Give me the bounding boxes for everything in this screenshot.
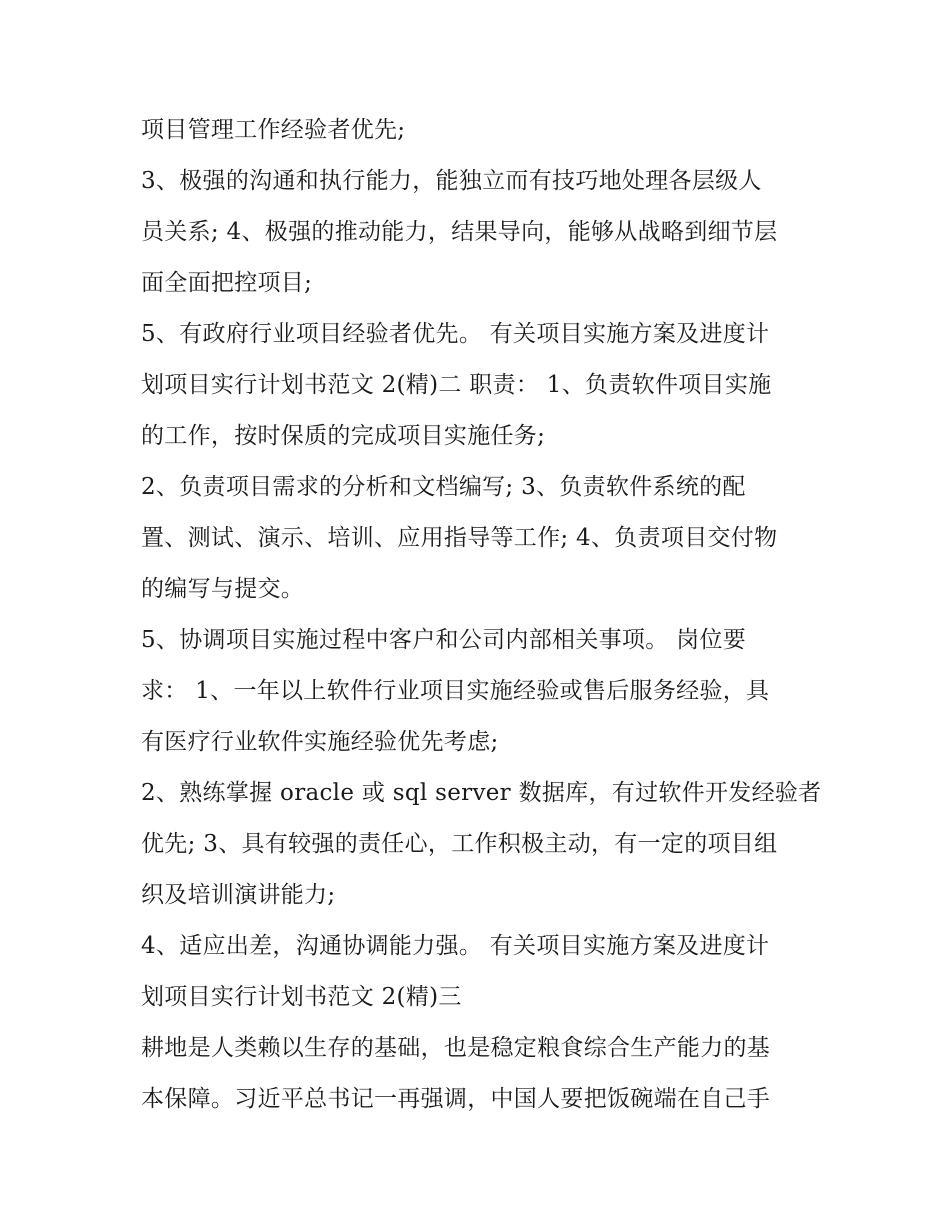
text-line: 2、负责项目需求的分析和文档编写; 3、负责软件系统的配 (141, 474, 746, 500)
text-line: 4、适应出差，沟通协调能力强。 有关项目实施方案及进度计 (141, 933, 770, 959)
text-line: 优先; 3、具有较强的责任心，工作积极主动，有一定的项目组 (141, 831, 778, 857)
text-line: 划项目实行计划书范文 2(精)三 (141, 984, 462, 1010)
text-line: 有医疗行业软件实施经验优先考虑; (141, 729, 499, 755)
text-line: 划项目实行计划书范文 2(精)二 职责： 1、负责软件项目实施 (141, 372, 772, 398)
document-body (141, 108, 821, 1128)
text-line: 的工作，按时保质的完成项目实施任务; (141, 423, 546, 449)
text-line: 织及培训演讲能力; (141, 882, 336, 908)
text-line: 3、极强的沟通和执行能力，能独立而有技巧地处理各层级人 (141, 168, 762, 194)
text-line: 的编写与提交。 (141, 576, 305, 602)
text-line: 求： 1、一年以上软件行业项目实施经验或售后服务经验，具 (141, 678, 770, 704)
text-line: 耕地是人类赖以生存的基础，也是稳定粮食综合生产能力的基 (141, 1035, 771, 1061)
text-line: 置、测试、演示、培训、应用指导等工作; 4、负责项目交付物 (141, 525, 778, 551)
text-line: 5、有政府行业项目经验者优先。 有关项目实施方案及进度计 (141, 321, 770, 347)
text-line: 2、熟练掌握 oracle 或 sql server 数据库，有过软件开发经验者 (141, 780, 822, 806)
text-line: 面全面把控项目; (141, 270, 313, 296)
text-line: 员关系; 4、极强的推动能力，结果导向，能够从战略到细节层 (141, 219, 778, 245)
text-line: 本保障。习近平总书记一再强调，中国人要把饭碗端在自己手 (141, 1086, 771, 1112)
text-line: 5、协调项目实施过程中客户和公司内部相关事项。 岗位要 (141, 627, 747, 653)
text-line: 项目管理工作经验者优先; (141, 117, 406, 143)
